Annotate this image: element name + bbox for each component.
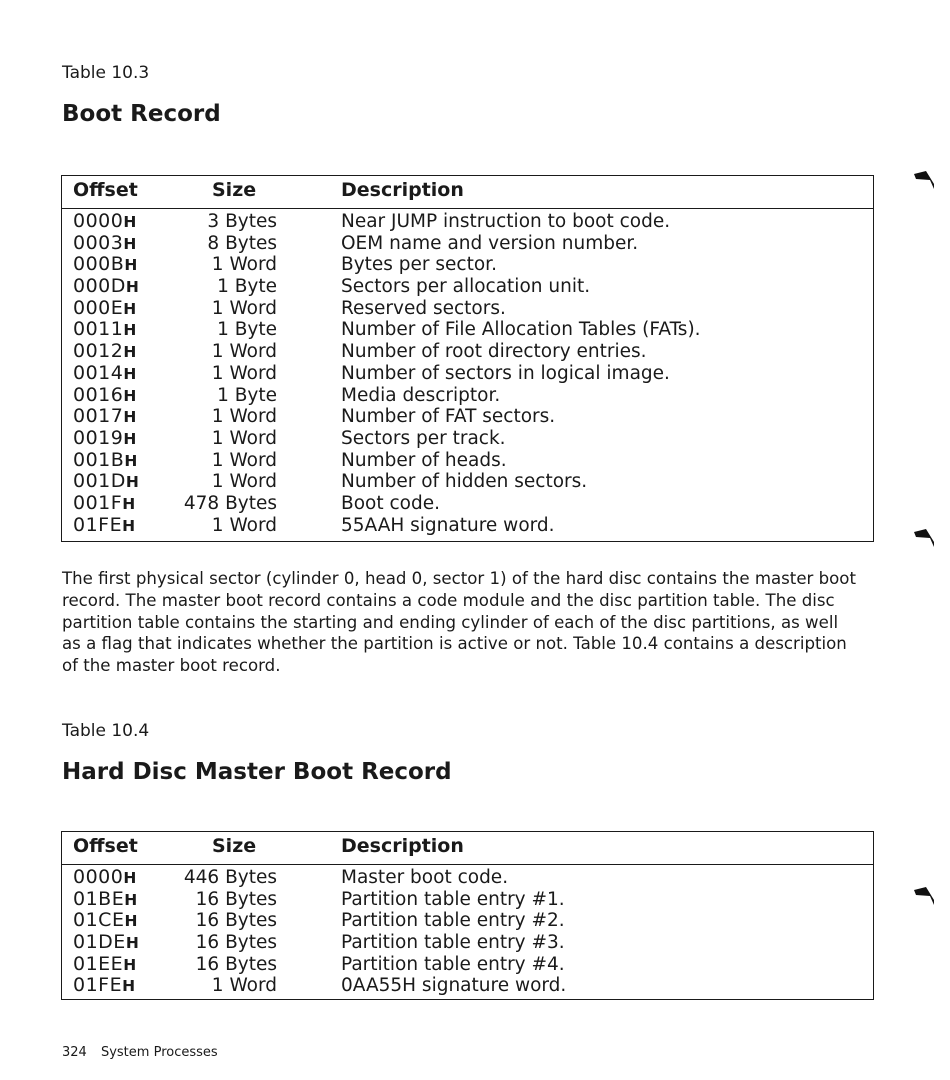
offset-suffix: H	[123, 234, 137, 253]
cell-description: Media descriptor.	[341, 384, 501, 406]
cell-offset	[73, 932, 139, 955]
offset-suffix: H	[123, 955, 137, 974]
page-number: 324	[62, 1045, 87, 1060]
offset-suffix: H	[123, 321, 137, 340]
table-row	[62, 298, 873, 320]
offset-value: 0014	[73, 361, 124, 384]
offset-value: 01DE	[73, 931, 126, 954]
table-row	[62, 363, 873, 385]
cell-size: 1 Word	[211, 406, 277, 428]
cell-description: Sectors per track.	[341, 427, 506, 449]
cell-size: 1 Word	[211, 449, 277, 471]
table-row	[62, 910, 873, 932]
cell-description: Number of heads.	[341, 449, 507, 471]
offset-suffix: H	[123, 386, 137, 405]
cell-description: Master boot code.	[341, 867, 509, 888]
cell-size: 16 Bytes	[195, 953, 277, 975]
table-header-row	[62, 176, 873, 209]
table-row	[62, 276, 873, 298]
cell-offset	[73, 211, 137, 234]
cell-description: Partition table entry #1.	[341, 888, 565, 910]
offset-value: 01FE	[73, 974, 123, 997]
cell-description: Partition table entry #4.	[341, 953, 565, 975]
cell-size: 1 Word	[211, 341, 277, 363]
cell-description: Sectors per allocation unit.	[341, 276, 591, 298]
offset-suffix: H	[125, 473, 140, 492]
cell-offset	[73, 428, 137, 451]
cell-description: Number of hidden sectors.	[341, 471, 588, 493]
boot-record-table	[61, 175, 874, 542]
master-boot-record-table	[61, 831, 874, 1000]
offset-value: 0016	[73, 383, 124, 406]
cell-offset	[73, 319, 137, 342]
cell-offset	[73, 889, 138, 912]
cell-size: 16 Bytes	[195, 932, 277, 954]
cell-description: Number of root directory entries.	[341, 341, 647, 363]
cell-size: 1 Word	[211, 514, 277, 536]
offset-value: 0003	[73, 231, 124, 254]
cell-size: 1 Word	[211, 975, 277, 997]
cell-size: 478 Bytes	[183, 492, 277, 514]
offset-suffix: H	[123, 429, 137, 448]
footer-section: System Processes	[100, 1045, 218, 1060]
cell-size: 446 Bytes	[183, 867, 277, 888]
cell-offset	[73, 515, 136, 538]
offset-suffix: H	[122, 977, 136, 996]
header-size: Size	[212, 835, 257, 857]
table-body	[62, 865, 873, 997]
page-footer	[62, 1045, 218, 1060]
offset-value: 0019	[73, 426, 124, 449]
offset-value: 01EE	[73, 952, 124, 975]
offset-value: 0000	[73, 866, 124, 888]
margin-marker-icon	[912, 168, 936, 190]
cell-description: 0AA55H signature word.	[341, 975, 567, 997]
table-row	[62, 233, 873, 255]
cell-size: 1 Word	[211, 427, 277, 449]
cell-description: Partition table entry #3.	[341, 932, 565, 954]
cell-offset	[73, 975, 136, 998]
cell-description: Boot code.	[341, 492, 440, 514]
table2-title: Hard Disc Master Boot Record	[62, 759, 452, 785]
cell-offset	[73, 298, 137, 321]
offset-value: 000B	[73, 253, 125, 276]
cell-description: Number of FAT sectors.	[341, 406, 556, 428]
cell-size: 16 Bytes	[195, 888, 277, 910]
cell-size: 1 Word	[211, 471, 277, 493]
table-row	[62, 515, 873, 537]
cell-description: Near JUMP instruction to boot code.	[341, 211, 671, 232]
cell-description: Partition table entry #2.	[341, 910, 565, 932]
offset-suffix: H	[123, 299, 137, 318]
offset-suffix: H	[124, 256, 138, 275]
header-offset: Offset	[73, 835, 138, 857]
offset-suffix: H	[124, 912, 138, 931]
table-row	[62, 932, 873, 954]
table2-caption: Table 10.4	[62, 721, 150, 741]
cell-size: 16 Bytes	[195, 910, 277, 932]
table-row	[62, 428, 873, 450]
table-row	[62, 975, 873, 997]
cell-offset	[73, 493, 136, 516]
offset-value: 001F	[73, 491, 123, 514]
cell-size: 1 Word	[211, 254, 277, 276]
cell-description: Reserved sectors.	[341, 297, 506, 319]
table-row	[62, 493, 873, 515]
offset-value: 01BE	[73, 887, 125, 910]
cell-description: Number of sectors in logical image.	[341, 362, 670, 384]
cell-offset	[73, 385, 137, 408]
table-row	[62, 406, 873, 428]
cell-offset	[73, 254, 138, 277]
table-row	[62, 254, 873, 276]
offset-suffix: H	[123, 869, 137, 887]
cell-description: Bytes per sector.	[341, 254, 497, 276]
offset-suffix: H	[124, 451, 138, 470]
header-description: Description	[341, 835, 464, 857]
offset-value: 001B	[73, 448, 125, 471]
cell-size: 1 Byte	[217, 276, 277, 298]
cell-offset	[73, 471, 139, 494]
offset-value: 01FE	[73, 513, 123, 536]
offset-value: 000E	[73, 296, 124, 319]
offset-value: 0011	[73, 318, 124, 341]
margin-marker-icon	[912, 884, 936, 906]
cell-offset	[73, 867, 137, 890]
offset-suffix: H	[124, 890, 138, 909]
offset-suffix: H	[123, 343, 137, 362]
offset-suffix: H	[125, 278, 140, 297]
table-row	[62, 319, 873, 341]
cell-offset	[73, 450, 138, 473]
header-description: Description	[341, 179, 464, 201]
table-header-row	[62, 832, 873, 865]
offset-suffix: H	[125, 934, 140, 953]
offset-suffix: H	[123, 364, 137, 383]
offset-suffix: H	[122, 516, 136, 535]
cell-size: 3 Bytes	[207, 211, 277, 232]
table-row	[62, 471, 873, 493]
table-row	[62, 211, 873, 233]
offset-value: 000D	[73, 275, 126, 298]
margin-marker-icon	[912, 526, 936, 548]
table1-caption: Table 10.3	[62, 63, 150, 83]
table-row	[62, 385, 873, 407]
offset-suffix: H	[123, 213, 137, 231]
cell-offset	[73, 910, 138, 933]
cell-description: 55AAH signature word.	[341, 514, 555, 536]
header-offset: Offset	[73, 179, 138, 201]
table-row	[62, 341, 873, 363]
cell-description: Number of File Allocation Tables (FATs).	[341, 319, 701, 341]
cell-size: 1 Word	[211, 362, 277, 384]
cell-description: OEM name and version number.	[341, 232, 639, 254]
cell-offset	[73, 954, 137, 977]
cell-offset	[73, 363, 137, 386]
offset-value: 0017	[73, 405, 124, 428]
offset-value: 001D	[73, 470, 126, 493]
offset-value: 0000	[73, 210, 124, 232]
table-row	[62, 450, 873, 472]
table-row	[62, 889, 873, 911]
offset-suffix: H	[123, 408, 137, 427]
cell-offset	[73, 276, 139, 299]
body-paragraph: The first physical sector (cylinder 0, head 0, sector 1) of the hard disc contains the master boot record. The master boot record contains a code module and the disc partition table. The disc partition table contains the starting and ending cylinder of each of the disc partitions, as well as a flag that indicates whether the partition is active or not. Table 10.4 contains a description of the master boot record.	[62, 569, 856, 676]
cell-size: 1 Byte	[217, 384, 277, 406]
table1-title: Boot Record	[62, 101, 221, 127]
offset-value: 01CE	[73, 909, 125, 932]
cell-offset	[73, 341, 137, 364]
cell-size: 1 Word	[211, 297, 277, 319]
offset-suffix: H	[122, 494, 136, 513]
cell-offset	[73, 406, 137, 429]
table-row	[62, 867, 873, 889]
cell-size: 8 Bytes	[207, 232, 277, 254]
offset-value: 0012	[73, 340, 124, 363]
table-row	[62, 954, 873, 976]
cell-size: 1 Byte	[217, 319, 277, 341]
header-size: Size	[212, 179, 257, 201]
cell-offset	[73, 233, 137, 256]
table-body	[62, 209, 873, 536]
